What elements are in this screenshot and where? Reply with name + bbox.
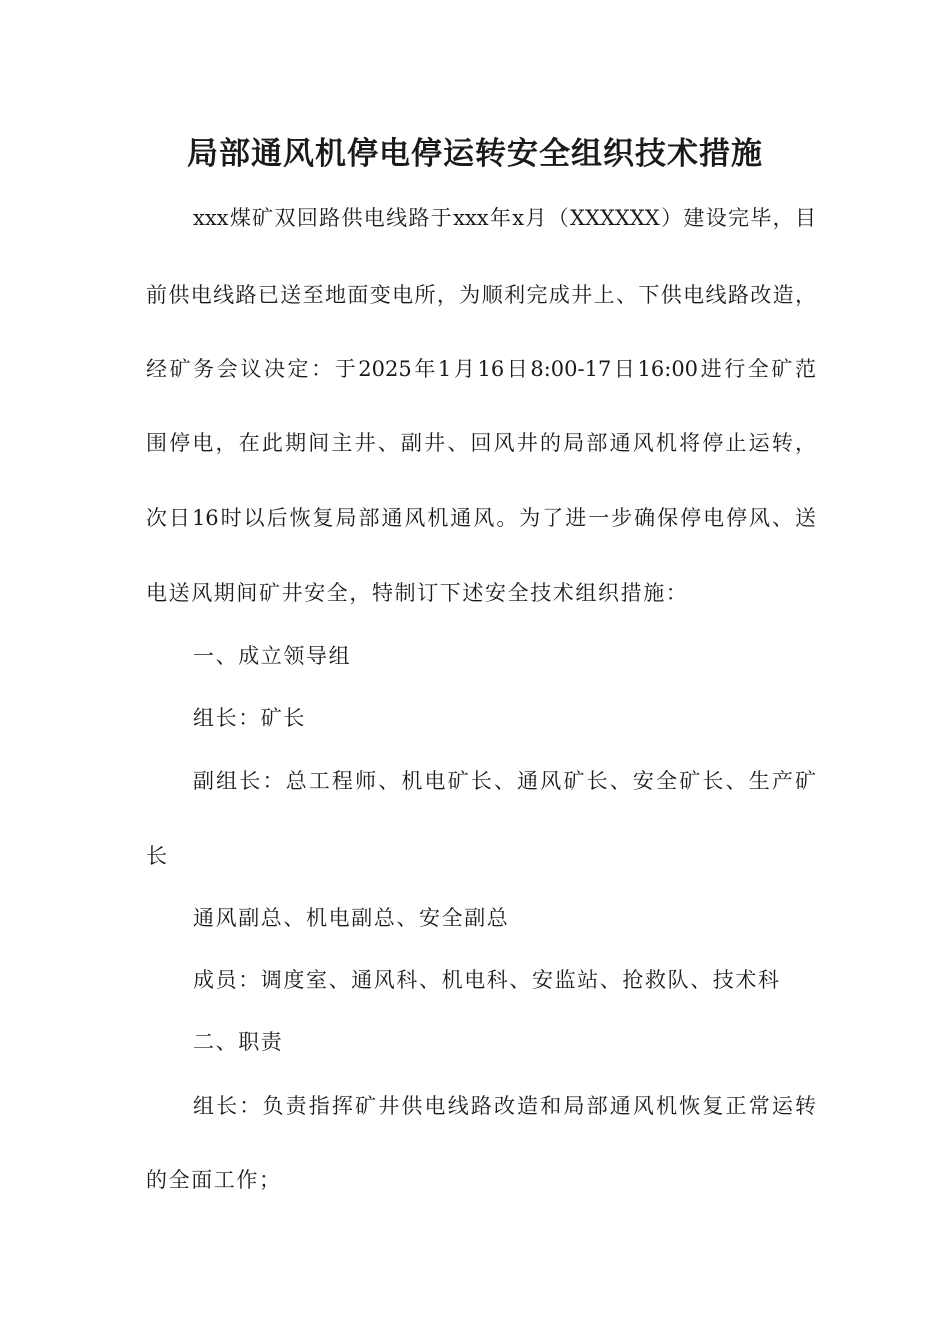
paragraph-line: 组长：矿长 [193, 706, 306, 730]
section-heading: 二、职责 [193, 1030, 284, 1054]
paragraph-line: 的全面工作； [146, 1168, 282, 1192]
paragraph-line: 长 [146, 844, 169, 868]
section-heading: 一、成立领导组 [193, 644, 352, 668]
paragraph-line: 通风副总、机电副总、安全副总 [193, 906, 510, 930]
paragraph-line: 前供电线路已送至地面变电所，为顺利完成井上、下供电线路改造， [146, 283, 816, 307]
paragraph-line: xxx煤矿双回路供电线路于xxx年x月（XXXXXX）建设完毕，目 [193, 206, 816, 230]
document-title: 局部通风机停电停运转安全组织技术措施 [187, 136, 763, 172]
paragraph-line: 次日16时以后恢复局部通风机通风。为了进一步确保停电停风、送 [146, 506, 816, 530]
paragraph-line: 副组长：总工程师、机电矿长、通风矿长、安全矿长、生产矿 [193, 769, 816, 793]
paragraph-line: 经矿务会议决定：于2025年1月16日8:00-17日16:00进行全矿范 [146, 357, 816, 381]
paragraph-line: 围停电，在此期间主井、副井、回风井的局部通风机将停止运转， [146, 431, 816, 455]
paragraph-line: 电送风期间矿井安全，特制订下述安全技术组织措施： [146, 581, 689, 605]
paragraph-line: 成员：调度室、通风科、机电科、安监站、抢救队、技术科 [193, 968, 781, 992]
paragraph-line: 组长：负责指挥矿井供电线路改造和局部通风机恢复正常运转 [193, 1094, 816, 1118]
